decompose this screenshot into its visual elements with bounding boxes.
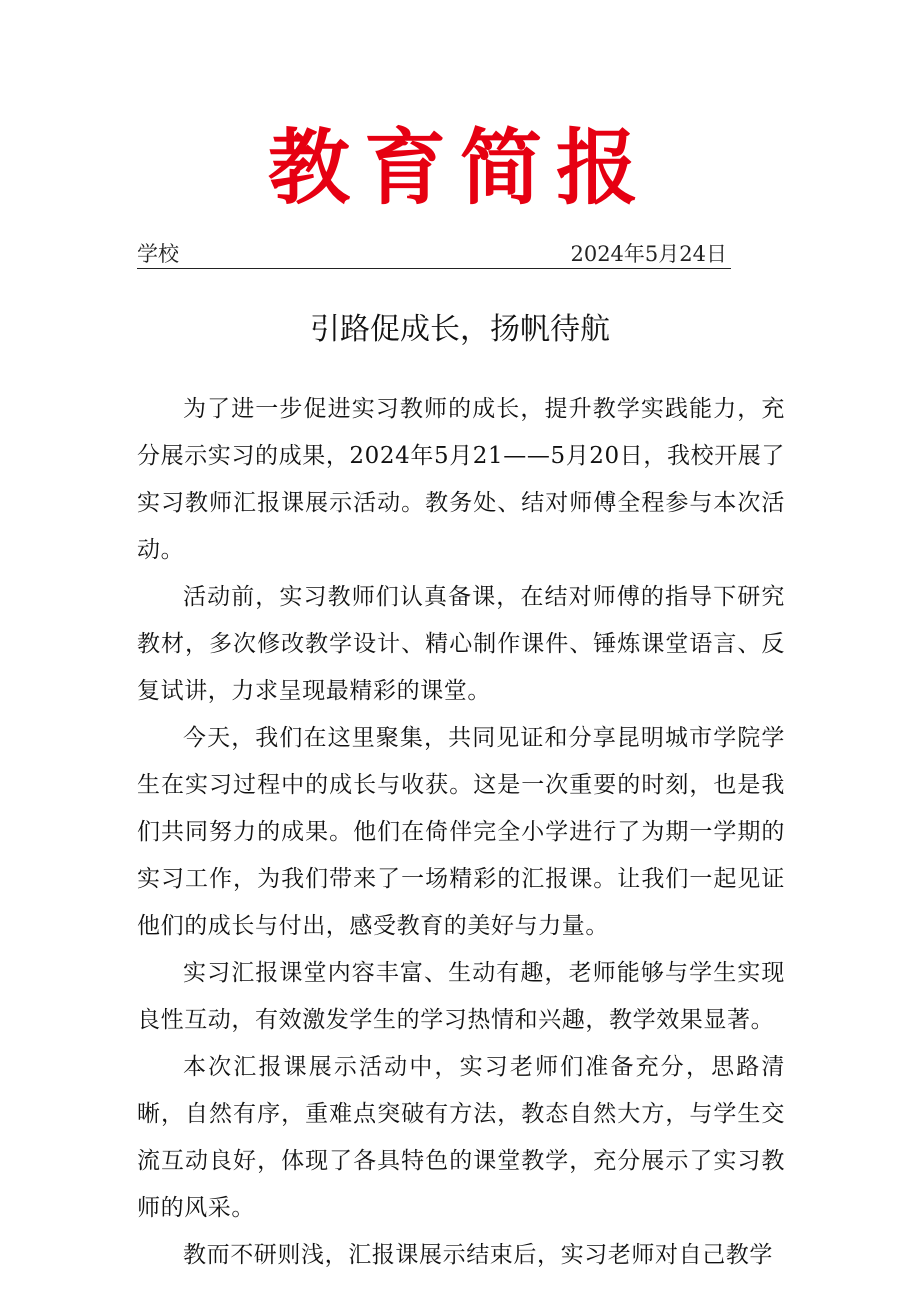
- info-line: [137, 240, 731, 269]
- paragraph: 活动前，实习教师们认真备课，在结对师傅的指导下研究教材，多次修改教学设计、精心制作课件、锤炼课堂语言、反复试讲，力求呈现最精彩的课堂。: [137, 584, 785, 704]
- paragraph: 教而不研则浅，汇报课展示结束后，实习老师对自己教学: [183, 1242, 773, 1268]
- masthead-title: 教育简报: [267, 120, 652, 216]
- paragraph: 本次汇报课展示活动中，实习老师们准备充分，思路清晰，自然有序，重难点突破有方法，教态自然大方，与学生交流互动良好，体现了各具特色的课堂教学，充分展示了实习教师的风采。: [137, 1054, 785, 1221]
- paragraph: 实习汇报课堂内容丰富、生动有趣，老师能够与学生实现良性互动，有效激发学生的学习热情和兴趣，教学效果显著。: [137, 960, 785, 1033]
- article-headline: 引路促成长，扬帆待航: [310, 312, 610, 347]
- article-body: [137, 386, 785, 1279]
- school-label: 学校: [137, 242, 179, 266]
- paragraph: 为了进一步促进实习教师的成长，提升教学实践能力，充分展示实习的成果，2024年5月21——5月20日，我校开展了实习教师汇报课展示活动。教务处、结对师傅全程参与本次活动。: [137, 396, 785, 563]
- paragraph: 今天，我们在这里聚集，共同见证和分享昆明城市学院学生在实习过程中的成长与收获。这是一次重要的时刻，也是我们共同努力的成果。他们在倚伴完全小学进行了为期一学期的实习工作，为我们带来了一场精彩的汇报课。让我们一起见证他们的成长与付出，感受教育的美好与力量。: [137, 725, 785, 939]
- issue-date: 2024年5月24日: [570, 242, 727, 266]
